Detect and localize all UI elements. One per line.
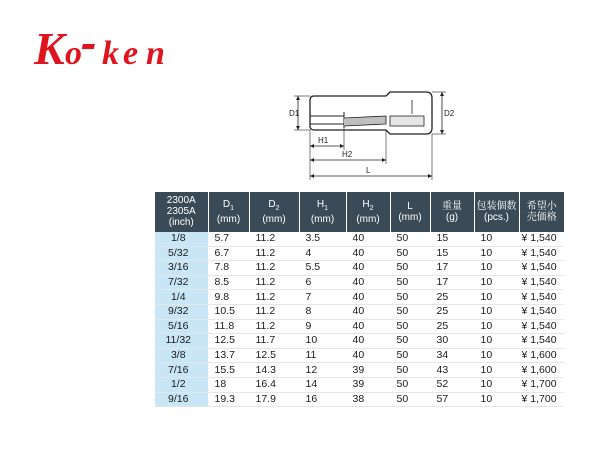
value-cell: 38: [346, 392, 390, 407]
size-cell: 3/16: [155, 261, 208, 276]
dim-l-label: L: [366, 166, 371, 175]
value-cell: 17.9: [249, 392, 299, 407]
value-cell: 40: [346, 319, 390, 334]
value-cell: 14: [299, 377, 346, 392]
column-header: [249, 192, 299, 232]
column-header: [474, 192, 519, 232]
column-header: [346, 192, 390, 232]
column-header-subscript: 1: [324, 204, 329, 212]
column-header-line3: (inch): [168, 217, 194, 228]
column-header-line2: 2305A: [166, 206, 196, 217]
value-cell: 39: [346, 363, 390, 378]
value-cell: 17: [430, 275, 474, 290]
value-cell: 10: [474, 261, 519, 276]
value-cell: 10: [474, 348, 519, 363]
value-cell: 12: [299, 363, 346, 378]
value-cell: 16: [299, 392, 346, 407]
column-header-line1: L: [407, 200, 413, 212]
value-cell: 10: [474, 304, 519, 319]
value-cell: 3.5: [299, 232, 346, 246]
value-cell: 50: [390, 319, 430, 334]
socket-drawing: [286, 88, 466, 188]
logo-letters: e: [123, 35, 139, 72]
value-cell: 50: [390, 290, 430, 305]
size-cell: 9/32: [155, 304, 208, 319]
value-cell: 39: [346, 377, 390, 392]
value-cell: 40: [346, 290, 390, 305]
size-cell: 3/8: [155, 348, 208, 363]
spec-table: [155, 192, 564, 407]
value-cell: 10: [299, 334, 346, 349]
value-cell: 50: [390, 232, 430, 246]
value-cell: 6.7: [208, 246, 249, 261]
table-row: [155, 232, 564, 246]
price-cell: ¥ 1,540: [519, 319, 564, 334]
value-cell: 19.3: [208, 392, 249, 407]
column-header-line1: H: [316, 198, 325, 210]
price-cell: ¥ 1,600: [519, 348, 564, 363]
value-cell: 50: [390, 261, 430, 276]
value-cell: 16.4: [249, 377, 299, 392]
table-row: [155, 392, 564, 407]
value-cell: 12.5: [208, 334, 249, 349]
table-row: [155, 304, 564, 319]
column-header-line1: 包装個数: [476, 200, 517, 212]
price-cell: ¥ 1,540: [519, 334, 564, 349]
value-cell: 9: [299, 319, 346, 334]
value-cell: 11.8: [208, 319, 249, 334]
value-cell: 40: [346, 261, 390, 276]
logo-dash: [82, 44, 95, 49]
value-cell: 4: [299, 246, 346, 261]
value-cell: 10: [474, 377, 519, 392]
table-row: [155, 290, 564, 305]
size-cell: 1/8: [155, 232, 208, 246]
value-cell: 7.8: [208, 261, 249, 276]
value-cell: 10: [474, 334, 519, 349]
table-row: [155, 319, 564, 334]
value-cell: 18: [208, 377, 249, 392]
price-cell: ¥ 1,540: [519, 304, 564, 319]
value-cell: 50: [390, 392, 430, 407]
column-header-line2: (mm): [310, 213, 335, 225]
value-cell: 6: [299, 275, 346, 290]
price-cell: ¥ 1,600: [519, 363, 564, 378]
value-cell: 50: [390, 246, 430, 261]
value-cell: 17: [430, 261, 474, 276]
value-cell: 13.7: [208, 348, 249, 363]
value-cell: 40: [346, 348, 390, 363]
value-cell: 15.5: [208, 363, 249, 378]
dim-h2-label: H2: [342, 150, 353, 159]
size-cell: 7/32: [155, 275, 208, 290]
size-cell: 7/16: [155, 363, 208, 378]
column-header: [390, 192, 430, 232]
value-cell: 40: [346, 232, 390, 246]
price-cell: ¥ 1,540: [519, 275, 564, 290]
price-cell: ¥ 1,540: [519, 261, 564, 276]
table-row: [155, 334, 564, 349]
spec-table-header: [155, 192, 564, 232]
size-cell: 9/16: [155, 392, 208, 407]
size-cell: 11/32: [155, 334, 208, 349]
column-header-line1: 重量: [442, 200, 462, 212]
value-cell: 50: [390, 304, 430, 319]
dim-h1-label: H1: [318, 136, 329, 145]
column-header-line2: (mm): [398, 211, 422, 223]
value-cell: 11.2: [249, 275, 299, 290]
column-header-line1: 2300A: [166, 195, 196, 206]
value-cell: 40: [346, 334, 390, 349]
table-row: [155, 275, 564, 290]
value-cell: 40: [346, 246, 390, 261]
value-cell: 34: [430, 348, 474, 363]
size-cell: 1/2: [155, 377, 208, 392]
value-cell: 50: [390, 348, 430, 363]
drive-square: [390, 116, 424, 126]
value-cell: 11.2: [249, 304, 299, 319]
column-header-line1: D: [268, 198, 276, 210]
value-cell: 8: [299, 304, 346, 319]
value-cell: 40: [346, 304, 390, 319]
column-header-line2: (g): [445, 211, 459, 223]
column-header: [299, 192, 346, 232]
logo-letter-k: K: [34, 23, 65, 72]
value-cell: 12.5: [249, 348, 299, 363]
value-cell: 11.2: [249, 246, 299, 261]
spec-table-body: [155, 232, 564, 407]
logo-letters: n: [146, 35, 165, 72]
socket-outline: [310, 92, 432, 134]
koken-logo: [32, 20, 182, 72]
value-cell: 57: [430, 392, 474, 407]
value-cell: 10: [474, 363, 519, 378]
socket-diagram: [286, 88, 466, 188]
column-header-line2: (pcs.): [484, 211, 509, 223]
value-cell: 25: [430, 319, 474, 334]
size-cell: 5/32: [155, 246, 208, 261]
price-cell: ¥ 1,540: [519, 290, 564, 305]
bore-cavity: [344, 116, 386, 126]
value-cell: 9.8: [208, 290, 249, 305]
table-row: [155, 377, 564, 392]
value-cell: 50: [390, 275, 430, 290]
value-cell: 5.5: [299, 261, 346, 276]
price-cell: ¥ 1,540: [519, 246, 564, 261]
value-cell: 40: [346, 275, 390, 290]
value-cell: 11.2: [249, 290, 299, 305]
value-cell: 10: [474, 232, 519, 246]
dim-d2-label: D2: [444, 109, 455, 118]
value-cell: 10: [474, 319, 519, 334]
column-header-subscript: 2: [369, 204, 374, 212]
value-cell: 25: [430, 304, 474, 319]
table-row: [155, 246, 564, 261]
value-cell: 14.3: [249, 363, 299, 378]
logo-letters: o: [65, 35, 82, 72]
column-header-subscript: 1: [230, 204, 235, 212]
value-cell: 50: [390, 334, 430, 349]
table-row: [155, 363, 564, 378]
value-cell: 43: [430, 363, 474, 378]
value-cell: 11.2: [249, 261, 299, 276]
value-cell: 10: [474, 290, 519, 305]
value-cell: 11.2: [249, 319, 299, 334]
value-cell: 10: [474, 392, 519, 407]
column-header: [208, 192, 249, 232]
price-cell: ¥ 1,540: [519, 232, 564, 246]
column-header-line1: H: [362, 198, 370, 210]
value-cell: 5.7: [208, 232, 249, 246]
column-header-line2: 売価格: [526, 211, 557, 223]
column-header: [430, 192, 474, 232]
logo-letters: k: [102, 35, 119, 72]
column-header-subscript: 2: [275, 204, 280, 212]
koken-logo-graphic: [32, 20, 182, 72]
table-row: [155, 348, 564, 363]
value-cell: 30: [430, 334, 474, 349]
value-cell: 11: [299, 348, 346, 363]
value-cell: 10.5: [208, 304, 249, 319]
table-row: [155, 261, 564, 276]
price-cell: ¥ 1,700: [519, 392, 564, 407]
column-header-line1: 希望小: [526, 200, 557, 212]
value-cell: 11.7: [249, 334, 299, 349]
value-cell: 15: [430, 246, 474, 261]
value-cell: 10: [474, 275, 519, 290]
value-cell: 7: [299, 290, 346, 305]
value-cell: 15: [430, 232, 474, 246]
column-header: [155, 192, 208, 232]
value-cell: 52: [430, 377, 474, 392]
header-row: [155, 192, 564, 232]
value-cell: 10: [474, 246, 519, 261]
column-header-line2: (mm): [356, 213, 380, 225]
dim-d1-label: D1: [289, 109, 300, 118]
value-cell: 25: [430, 290, 474, 305]
size-cell: 1/4: [155, 290, 208, 305]
column-header-line1: D: [222, 198, 231, 210]
size-cell: 5/16: [155, 319, 208, 334]
column-header-line2: (mm): [262, 213, 286, 225]
value-cell: 11.2: [249, 232, 299, 246]
column-header-line2: (mm): [216, 213, 241, 225]
value-cell: 8.5: [208, 275, 249, 290]
value-cell: 50: [390, 377, 430, 392]
price-cell: ¥ 1,700: [519, 377, 564, 392]
column-header: [519, 192, 564, 232]
value-cell: 50: [390, 363, 430, 378]
